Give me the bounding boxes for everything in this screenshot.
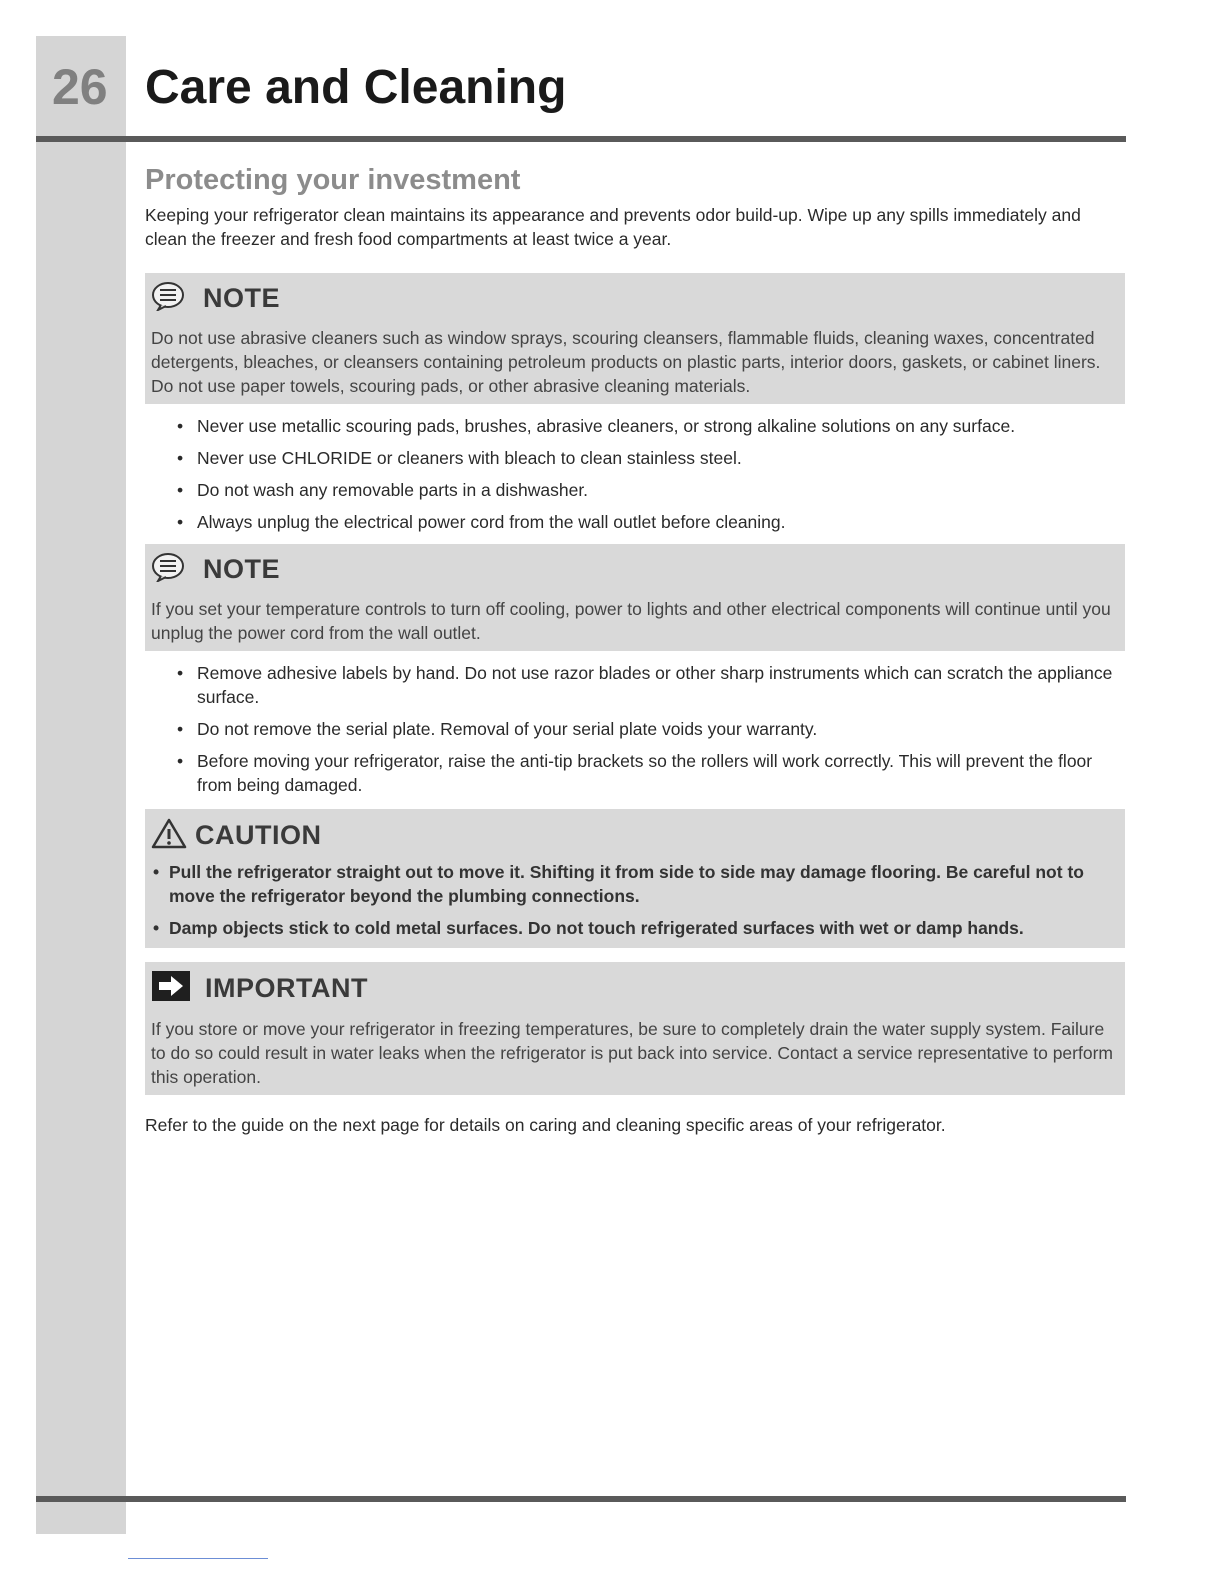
important-header (151, 970, 1117, 1007)
note-icon (151, 552, 185, 587)
footer-rule (36, 1496, 1126, 1502)
section-heading: Protecting your investment (145, 164, 521, 196)
footer-underline (128, 1558, 268, 1559)
page-number: 26 (52, 59, 108, 115)
note-header (151, 552, 1117, 587)
list-item: • Remove adhesive labels by hand. Do not use razor blades or other sharp instruments which can scratch the appliance surface. (177, 661, 1125, 709)
list-item: • Never use CHLORIDE or cleaners with bleach to clean stainless steel. (177, 446, 1125, 470)
bullet-list-1 (145, 414, 1125, 534)
list-item: • Always unplug the electrical power cord from the wall outlet before cleaning. (177, 510, 1125, 534)
note-label: NOTE (203, 282, 281, 313)
intro-paragraph: Keeping your refrigerator clean maintains its appearance and prevents odor build-up. Wipe up any spills immediately and clean the freezer and fresh food compartments at least twice a year. (145, 204, 1081, 249)
left-sidebar-band (36, 36, 126, 1534)
page-title: Care and Cleaning (145, 61, 567, 114)
caution-item: • Pull the refrigerator straight out to move it. Shifting it from side to side may damage flooring. Be careful not to move the refrigerator beyond the plumbing connections. (151, 860, 1117, 908)
list-item: • Before moving your refrigerator, raise the anti-tip brackets so the rollers will work correctly. This will prevent the floor from being damaged. (177, 749, 1125, 797)
important-label: IMPORTANT (205, 972, 368, 1003)
bullet-list-2 (145, 661, 1125, 797)
note-icon (151, 281, 185, 316)
note-box-1 (145, 273, 1125, 404)
caution-label: CAUTION (195, 819, 322, 850)
note-text: If you set your temperature controls to turn off cooling, power to lights and other electrical components will continue until you unplug the power cord from the wall outlet. (151, 598, 1111, 643)
note-header (151, 281, 1117, 316)
main-content (145, 165, 1125, 1137)
list-item: • Never use metallic scouring pads, brushes, abrasive cleaners, or strong alkaline solutions on any surface. (177, 414, 1125, 438)
note-text: Do not use abrasive cleaners such as window sprays, scouring cleansers, flammable fluids, cleaning waxes, concentrated detergents, bleaches, or cleansers containing petroleum products on plastic parts, interior doors, gaskets, or cabinet liners. Do not use paper towels, scouring pads, or other abrasive cleaning materials. (151, 327, 1101, 396)
caution-box (145, 809, 1125, 948)
important-box (145, 962, 1125, 1095)
header-rule (36, 136, 1126, 142)
caution-item: • Damp objects stick to cold metal surfaces. Do not touch refrigerated surfaces with wet or damp hands. (151, 916, 1117, 940)
note-box-2 (145, 544, 1125, 651)
important-text: If you store or move your refrigerator in freezing temperatures, be sure to completely drain the water supply system. Failure to do so could result in water leaks when the refrigerator is put back into service. Contact a service representative to perform this operation. (151, 1018, 1113, 1087)
caution-header (151, 817, 1117, 854)
closing-paragraph: Refer to the guide on the next page for details on caring and cleaning specific areas of your refrigerator. (145, 1114, 946, 1135)
arrow-box-icon (151, 970, 191, 1007)
warning-triangle-icon (151, 817, 187, 854)
list-item: • Do not remove the serial plate. Removal of your serial plate voids your warranty. (177, 717, 1125, 741)
list-item: • Do not wash any removable parts in a dishwasher. (177, 478, 1125, 502)
caution-list (151, 860, 1117, 940)
note-label: NOTE (203, 553, 281, 584)
